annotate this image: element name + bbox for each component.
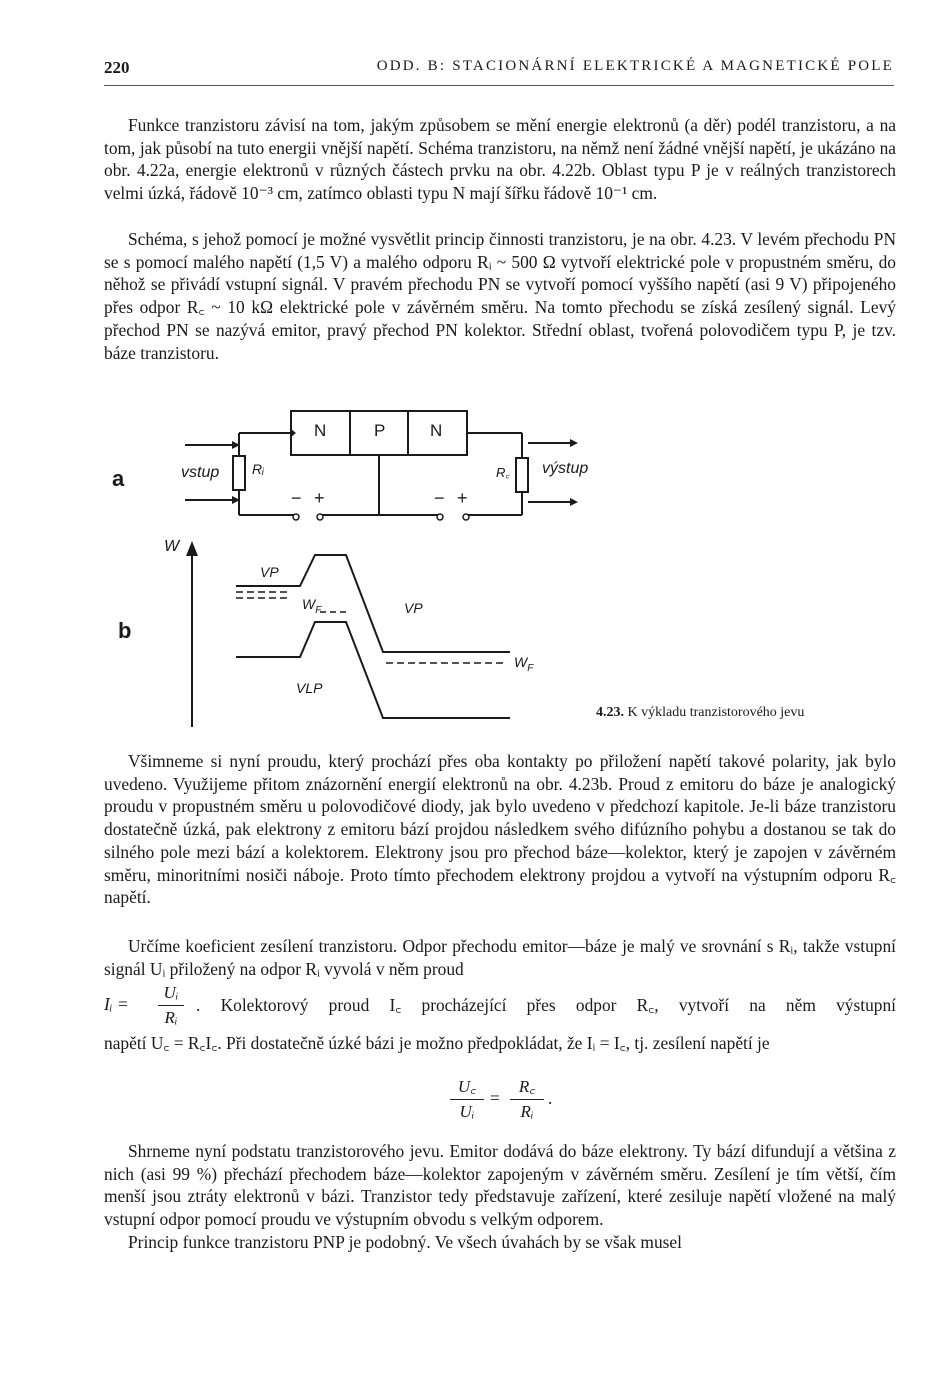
wf-right-label xyxy=(514,654,533,674)
wf-right-subscript: F xyxy=(527,662,534,674)
vp-left-label: VP xyxy=(260,564,279,580)
gain-formula-left-fraction xyxy=(450,1076,484,1123)
output-resistor-label: R꜀ xyxy=(496,465,510,480)
page-number: 220 xyxy=(104,58,130,77)
header-rule xyxy=(104,85,894,86)
page-header xyxy=(104,54,894,80)
paragraph-1 xyxy=(104,114,896,205)
paragraph-4-continued xyxy=(104,1032,896,1055)
gain-formula-left-numerator: U꜀ xyxy=(457,1077,477,1096)
figure-caption xyxy=(596,705,804,721)
figure-label-b: b xyxy=(118,618,132,643)
gain-formula-left-denominator: Uᵢ xyxy=(459,1102,475,1121)
polarity-minus-right: − xyxy=(434,488,445,508)
energy-axis-label: W xyxy=(164,538,180,555)
paragraph-3 xyxy=(104,750,896,909)
block-p-label: P xyxy=(374,421,386,440)
paragraph-4-text-c: napětí U꜀ = R꜀I꜀. Při dostatečně úzké bázi je možno předpokládat, že Iᵢ = I꜀, tj. zesílení napětí je xyxy=(104,1033,770,1053)
transistor-circuit xyxy=(185,411,570,515)
polarity-plus-right: + xyxy=(457,488,468,508)
output-label: výstup xyxy=(542,460,589,477)
caption-number: 4.23. xyxy=(596,705,624,720)
wf-right-symbol: W xyxy=(514,654,528,670)
paragraph-5 xyxy=(104,1140,896,1254)
polarity-minus-left: − xyxy=(291,488,302,508)
paragraph-1-text: Funkce tranzistoru závisí na tom, jakým způsobem se mění energie elektronů (a děr) podél tranzistoru, a na tom, jak působí na tuto energii vnější napětí. Schéma tranzistoru, na němž není žádné vnější napětí, je ukázáno na obr. 4.22a, energie elektronů v různých částech prvku na obr. 4.22b. Oblast typu P je v reálných tranzistorech velmi úzká, řádově 10⁻³ cm, zatímco oblasti typu N mají šířku řádově 10⁻¹ cm. xyxy=(104,115,896,204)
block-n2-label: N xyxy=(430,421,443,440)
output-resistor xyxy=(516,458,528,492)
energy-diagram xyxy=(192,555,510,727)
gain-formula-equals: = xyxy=(490,1088,500,1108)
gain-formula-right-fraction xyxy=(510,1076,544,1123)
paragraph-3-text: Všimneme si nyní proudu, který prochází přes oba kontakty po přiložení napětí takové polarity, jak bylo uvedeno. Využijeme přitom znázornění energií elektronů na obr. 4.23b. Proud z emitoru do báze je analogický proudu v propustném směru u polovodičové diody, jak bylo uvedeno v předchozí kapitole. Je-li báze tranzistoru dostatečně úzká, pak elektrony z emitoru bází projdou následkem svého difúzního pohybu a dostanou se tak do silného pole mezi bází a kolektorem. Elektrony jsou pro přechod báze—kolektor, který je zapojen v závěrném směru, minoritními nosiči náboje. Proto tímto přechodem elektrony projdou a vytvoří na výstupním odporu R꜀ napětí. xyxy=(104,751,896,908)
caption-text: K výkladu tranzistorového jevu xyxy=(627,705,805,720)
current-formula-fraction xyxy=(158,982,184,1029)
polarity-plus-left: + xyxy=(314,488,325,508)
paragraph-5-text: Shrneme nyní podstatu tranzistorového jevu. Emitor dodává do báze elektrony. Ty bází difundují a většina z nich (asi 99 %) přechází přechodem báze—kolektor zapojeným v závěrném směru. Zesílení je tím větší, čím menší jsou ztráty elektronů v bázi. Tranzistor tedy představuje zařízení, které zesiluje napětí vložené na malý vstupní odpor pomocí proudu ve výstupním obvodu s velkým odporem. xyxy=(104,1141,896,1230)
input-resistor xyxy=(233,456,245,490)
paragraph-2 xyxy=(104,228,896,364)
paragraph-2-text: Schéma, s jehož pomocí je možné vysvětlit princip činnosti tranzistoru, je na obr. 4.23. V levém přechodu PN se s pomocí malého napětí (1,5 V) a malého odporu Rᵢ ~ 500 Ω vytvoří elektrické pole v propustném směru, do něhož se přivádí vstupní signál. V pravém přechodu PN se vytvoří pomocí vyššího napětí (asi 9 V) připojeného přes odpor R꜀ ~ 10 kΩ elektrické pole v závěrném směru. Na tomto přechodu se získá zesílený signál. Levý přechod PN se nazývá emitor, pravý přechod PN kolektor. Střední oblast, tvořená polovodičem typu P, je tzv. báze tranzistoru. xyxy=(104,229,896,363)
gain-formula-right-denominator: Rᵢ xyxy=(520,1102,534,1121)
current-formula-denominator: Rᵢ xyxy=(164,1008,178,1027)
vlp-label: VLP xyxy=(296,680,323,696)
paragraph-6-text: Princip funkce tranzistoru PNP je podobný. Ve všech úvahách by se však musel xyxy=(128,1231,682,1252)
gain-formula-period: . xyxy=(548,1088,553,1108)
wf-mid-symbol: W xyxy=(302,596,316,612)
gain-formula-left-bar xyxy=(450,1099,484,1100)
running-head: ODD. B: STACIONÁRNÍ ELEKTRICKÉ A MAGNETICKÉ POLE xyxy=(376,58,894,74)
current-formula-lhs: Iᵢ = xyxy=(104,994,129,1014)
wf-mid-subscript: F xyxy=(315,604,322,616)
current-formula-numerator: Uᵢ xyxy=(163,983,179,1002)
paragraph-4-text-a: Určíme koeficient zesílení tranzistoru. Odpor přechodu emitor—báze je malý ve srovnání s Rᵢ, takže vstupní signál Uᵢ přiložený na odpor Rᵢ vyvolá v něm proud xyxy=(104,936,896,979)
block-n1-label: N xyxy=(314,421,327,440)
current-formula-bar xyxy=(158,1005,184,1006)
input-label: vstup xyxy=(181,464,220,481)
paragraph-4-text-b: . Kolektorový proud I꜀ procházející přes odpor R꜀, vytvoří na něm výstupní xyxy=(196,995,896,1015)
figure-label-a: a xyxy=(112,466,125,491)
gain-formula-right-bar xyxy=(510,1099,544,1100)
vp-right-label: VP xyxy=(404,600,423,616)
input-resistor-label: Rᵢ xyxy=(252,461,264,477)
gain-formula-right-numerator: R꜀ xyxy=(518,1077,536,1096)
paragraph-4 xyxy=(104,935,896,980)
wf-mid-label xyxy=(302,596,321,616)
npn-block xyxy=(291,411,467,455)
